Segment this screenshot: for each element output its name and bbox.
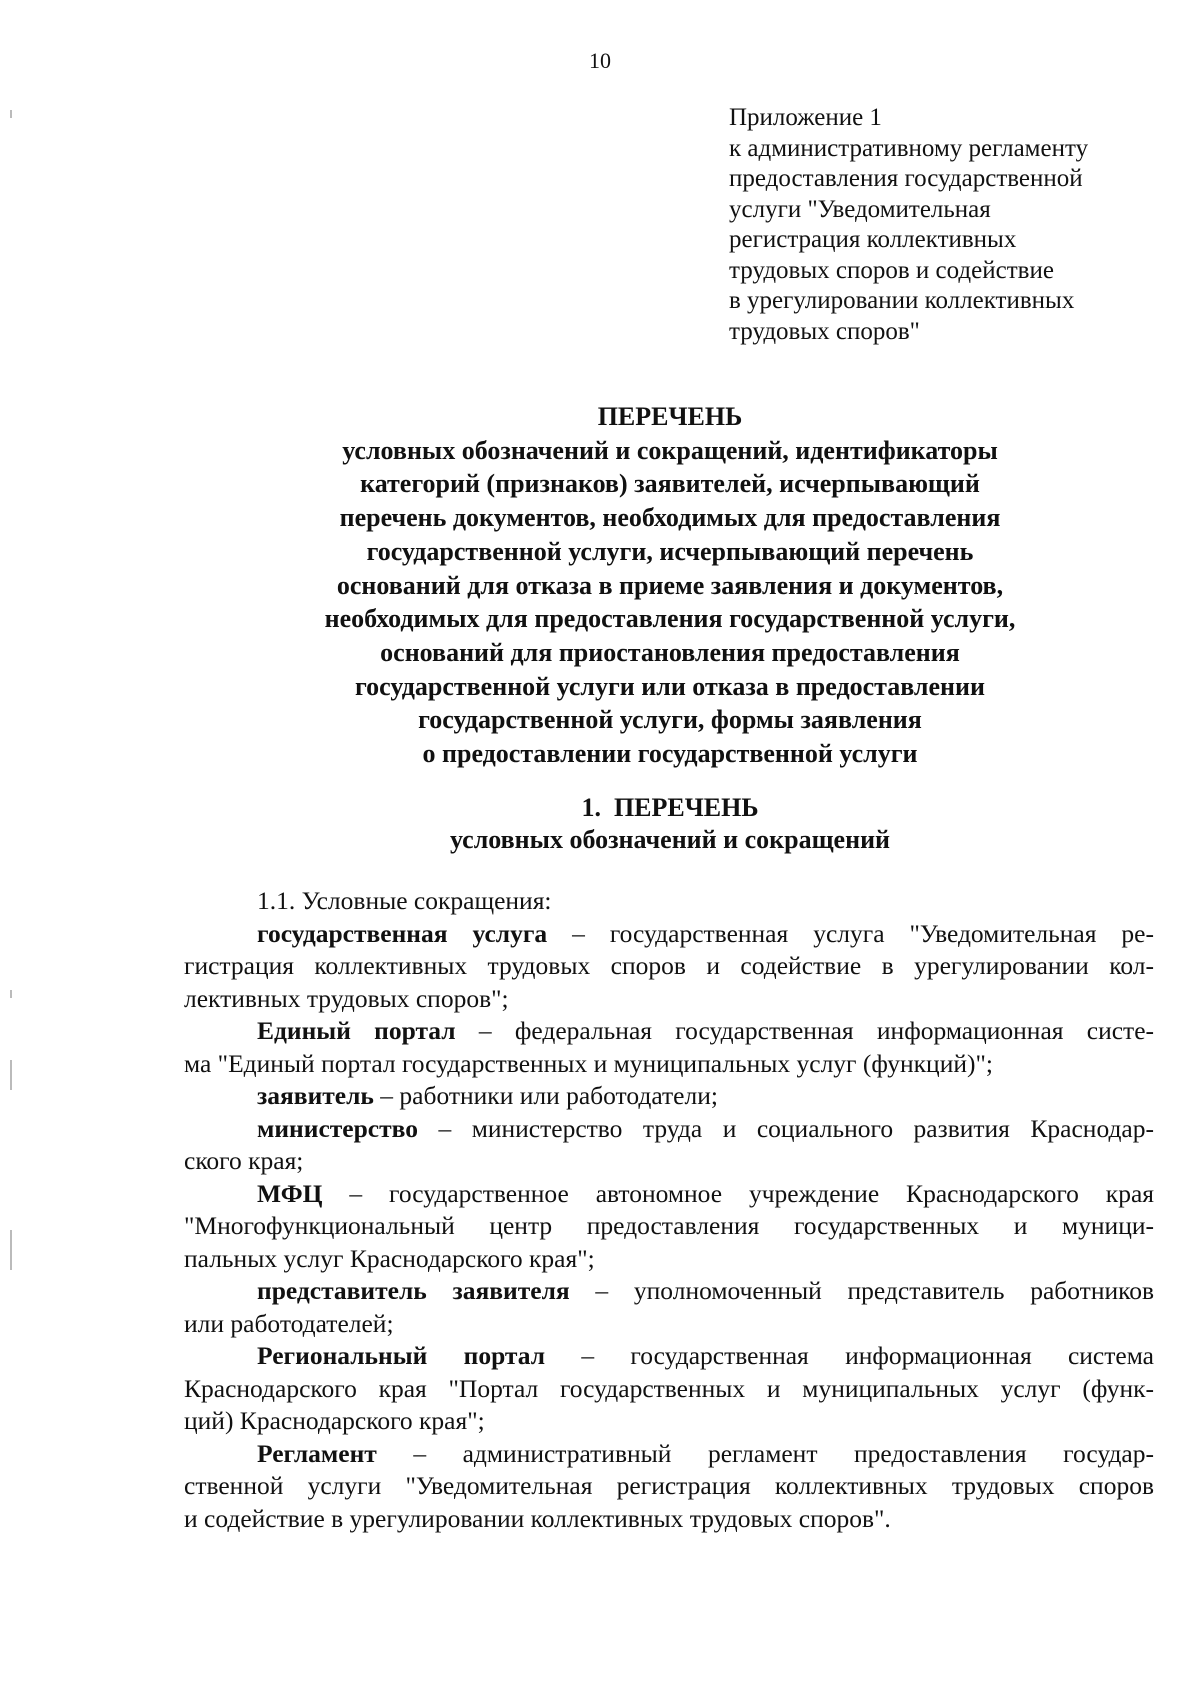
definition-line: ского края;: [184, 1146, 304, 1175]
definition-text: – федеральная государственная информационная систе-: [455, 1016, 1154, 1045]
definition-line: гистрация коллективных трудовых споров и содействие в урегулировании кол-: [184, 951, 1154, 980]
appendix-line: трудовых споров и содействие: [729, 256, 1054, 284]
definition-text: – государственное автономное учреждение Краснодарского края: [322, 1178, 1154, 1208]
section-body: [184, 885, 1154, 1535]
definition-line: [184, 1015, 1154, 1048]
title-line: перечень документов, необходимых для предоставления: [339, 503, 1001, 533]
definition-text: – государственная услуга "Уведомительная ре-: [547, 918, 1154, 948]
term: представитель заявителя: [257, 1276, 570, 1305]
title-line: необходимых для предоставления государственной услуги,: [324, 604, 1016, 634]
term: МФЦ: [257, 1178, 323, 1208]
title-line: оснований для приостановления предоставления: [380, 637, 960, 667]
definition-line: Краснодарского края "Портал государственных и муниципальных услуг (функ-: [184, 1373, 1154, 1403]
page-number: 10: [589, 48, 611, 73]
title-line: ПЕРЕЧЕНЬ: [597, 402, 743, 431]
appendix-block: [729, 103, 1159, 347]
definition-line: и содействие в урегулировании коллективных трудовых споров".: [184, 1503, 891, 1533]
document-title: [150, 400, 1190, 771]
definition-line: ций) Краснодарского края";: [184, 1406, 485, 1435]
definition-line: ма "Единый портал государственных и муниципальных услуг (функций)";: [184, 1048, 993, 1078]
section-heading: [150, 792, 1190, 856]
appendix-line: услуги "Уведомительная: [729, 195, 991, 223]
definition-line: [184, 1438, 1154, 1471]
title-line: категорий (признаков) заявителей, исчерпывающий: [360, 469, 980, 499]
definition-line: ственной услуги "Уведомительная регистрация коллективных трудовых споров: [184, 1471, 1154, 1500]
scan-margin-mark: [10, 1060, 12, 1090]
section-subheading: условных обозначений и сокращений: [449, 825, 891, 854]
title-line: государственной услуги, формы заявления: [418, 705, 922, 735]
appendix-line: к административному регламенту: [729, 134, 1089, 162]
definition-text: – министерство труда и социального развития Краснодар-: [417, 1113, 1154, 1143]
definition-line: пальных услуг Краснодарского края";: [184, 1243, 595, 1273]
definition-line: [184, 1113, 1154, 1146]
appendix-line: в урегулировании коллективных: [729, 287, 1075, 314]
appendix-line: регистрация коллективных: [729, 226, 1017, 253]
term: государственная услуга: [257, 918, 548, 948]
title-line: условных обозначений и сокращений, идентификаторы: [342, 435, 998, 465]
definition-line: [184, 1080, 1154, 1113]
definition-text: – административный регламент предоставления государ-: [376, 1438, 1154, 1468]
term: министерство: [257, 1113, 418, 1143]
title-line: государственной услуги, исчерпывающий перечень: [366, 536, 974, 566]
appendix-line: трудовых споров": [729, 317, 920, 345]
term: Единый портал: [257, 1016, 456, 1045]
title-line: о предоставлении государственной услуги: [422, 739, 918, 769]
definition-line: или работодателей;: [184, 1308, 394, 1338]
definition-text: – уполномоченный представитель работников: [569, 1276, 1154, 1305]
definition-line: "Многофункциональный центр предоставления государственных и муници-: [184, 1211, 1154, 1240]
definition-line: [184, 1340, 1154, 1373]
definition-line: [184, 1178, 1154, 1211]
definition-line: [184, 1275, 1154, 1308]
appendix-line: Приложение 1: [729, 104, 882, 131]
term: Регламент: [257, 1438, 377, 1468]
subsection-heading: 1.1. Условные сокращения:: [257, 886, 552, 915]
scan-margin-mark: [10, 990, 12, 998]
definition-line: [184, 918, 1154, 951]
section-heading-number: 1. ПЕРЕЧЕНЬ: [581, 793, 759, 822]
definition-text: – работники или работодатели;: [373, 1081, 718, 1110]
title-line: оснований для отказа в приеме заявления и документов,: [336, 570, 1004, 600]
scan-margin-mark: [10, 1230, 12, 1270]
appendix-line: предоставления государственной: [729, 165, 1083, 192]
definition-line: лективных трудовых споров";: [184, 983, 509, 1013]
term: заявитель: [257, 1081, 374, 1110]
title-line: государственной услуги или отказа в предоставлении: [354, 671, 986, 701]
definition-text: – государственная информационная система: [545, 1341, 1154, 1370]
term: Региональный портал: [257, 1341, 546, 1370]
scan-margin-mark: [10, 110, 12, 118]
